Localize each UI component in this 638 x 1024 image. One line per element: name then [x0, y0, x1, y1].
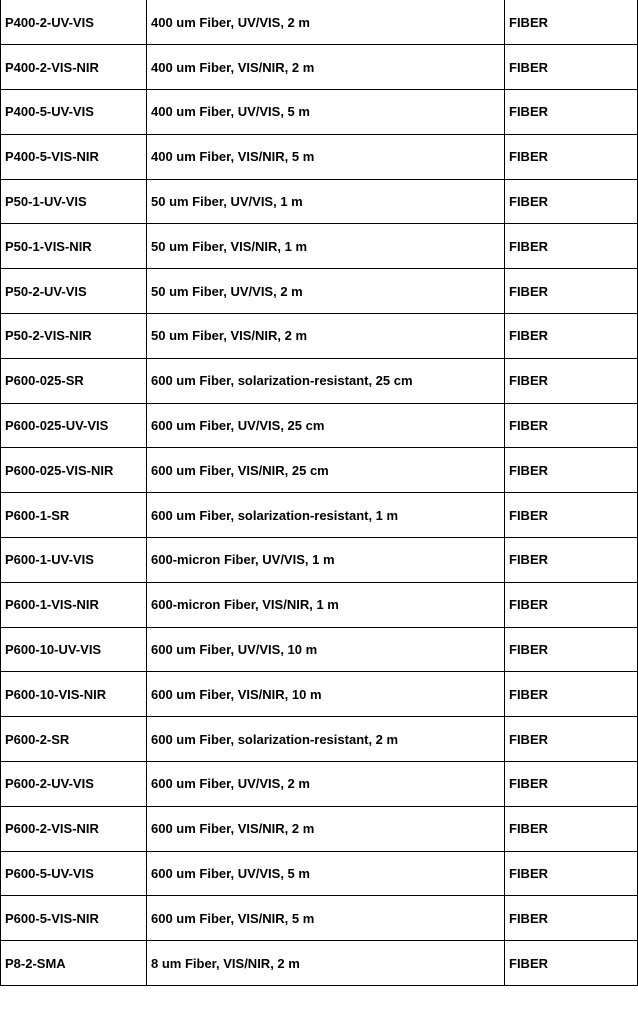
part-number-cell: P600-1-VIS-NIR — [1, 582, 147, 627]
table-row — [1, 45, 638, 90]
category-cell: FIBER — [505, 762, 638, 807]
category-cell: FIBER — [505, 403, 638, 448]
description-cell: 600-micron Fiber, VIS/NIR, 1 m — [147, 582, 505, 627]
part-number-cell: P50-2-UV-VIS — [1, 269, 147, 314]
part-number-cell: P600-5-VIS-NIR — [1, 896, 147, 941]
description-cell: 600 um Fiber, UV/VIS, 5 m — [147, 851, 505, 896]
category-cell: FIBER — [505, 538, 638, 583]
table-row — [1, 403, 638, 448]
category-cell: FIBER — [505, 896, 638, 941]
description-cell: 600 um Fiber, VIS/NIR, 2 m — [147, 806, 505, 851]
table-row — [1, 672, 638, 717]
description-cell: 400 um Fiber, UV/VIS, 2 m — [147, 0, 505, 45]
part-number-cell: P50-1-VIS-NIR — [1, 224, 147, 269]
table-row — [1, 269, 638, 314]
table-row — [1, 179, 638, 224]
part-number-cell: P600-025-VIS-NIR — [1, 448, 147, 493]
table-row — [1, 717, 638, 762]
category-cell: FIBER — [505, 134, 638, 179]
category-cell: FIBER — [505, 582, 638, 627]
description-cell: 600-micron Fiber, UV/VIS, 1 m — [147, 538, 505, 583]
part-number-cell: P600-025-UV-VIS — [1, 403, 147, 448]
description-cell: 50 um Fiber, VIS/NIR, 2 m — [147, 314, 505, 359]
part-number-cell: P600-2-UV-VIS — [1, 762, 147, 807]
part-number-cell: P600-1-SR — [1, 493, 147, 538]
part-number-cell: P50-2-VIS-NIR — [1, 314, 147, 359]
table-row — [1, 134, 638, 179]
category-cell: FIBER — [505, 45, 638, 90]
part-number-cell: P600-025-SR — [1, 358, 147, 403]
category-cell: FIBER — [505, 0, 638, 45]
table-row — [1, 941, 638, 986]
description-cell: 600 um Fiber, solarization-resistant, 2 m — [147, 717, 505, 762]
description-cell: 600 um Fiber, VIS/NIR, 5 m — [147, 896, 505, 941]
part-number-cell: P600-10-UV-VIS — [1, 627, 147, 672]
part-number-cell: P400-2-VIS-NIR — [1, 45, 147, 90]
table-row — [1, 224, 638, 269]
description-cell: 50 um Fiber, UV/VIS, 1 m — [147, 179, 505, 224]
table-body — [1, 0, 638, 986]
category-cell: FIBER — [505, 672, 638, 717]
category-cell: FIBER — [505, 627, 638, 672]
table-row — [1, 627, 638, 672]
table-row — [1, 896, 638, 941]
description-cell: 600 um Fiber, VIS/NIR, 10 m — [147, 672, 505, 717]
category-cell: FIBER — [505, 358, 638, 403]
description-cell: 8 um Fiber, VIS/NIR, 2 m — [147, 941, 505, 986]
description-cell: 600 um Fiber, solarization-resistant, 25 cm — [147, 358, 505, 403]
description-cell: 400 um Fiber, VIS/NIR, 2 m — [147, 45, 505, 90]
table-row — [1, 806, 638, 851]
part-number-cell: P400-5-VIS-NIR — [1, 134, 147, 179]
category-cell: FIBER — [505, 493, 638, 538]
description-cell: 600 um Fiber, UV/VIS, 10 m — [147, 627, 505, 672]
description-cell: 50 um Fiber, VIS/NIR, 1 m — [147, 224, 505, 269]
table-row — [1, 448, 638, 493]
table-row — [1, 538, 638, 583]
description-cell: 400 um Fiber, VIS/NIR, 5 m — [147, 134, 505, 179]
description-cell: 400 um Fiber, UV/VIS, 5 m — [147, 90, 505, 135]
table-row — [1, 493, 638, 538]
description-cell: 600 um Fiber, UV/VIS, 25 cm — [147, 403, 505, 448]
category-cell: FIBER — [505, 806, 638, 851]
category-cell: FIBER — [505, 314, 638, 359]
part-number-cell: P600-2-SR — [1, 717, 147, 762]
category-cell: FIBER — [505, 269, 638, 314]
table-row — [1, 0, 638, 45]
part-number-cell: P600-2-VIS-NIR — [1, 806, 147, 851]
part-number-cell: P400-5-UV-VIS — [1, 90, 147, 135]
description-cell: 600 um Fiber, solarization-resistant, 1 m — [147, 493, 505, 538]
description-cell: 600 um Fiber, VIS/NIR, 25 cm — [147, 448, 505, 493]
part-number-cell: P600-5-UV-VIS — [1, 851, 147, 896]
part-number-cell: P600-10-VIS-NIR — [1, 672, 147, 717]
table-row — [1, 582, 638, 627]
part-number-cell: P600-1-UV-VIS — [1, 538, 147, 583]
category-cell: FIBER — [505, 179, 638, 224]
table-row — [1, 358, 638, 403]
description-cell: 600 um Fiber, UV/VIS, 2 m — [147, 762, 505, 807]
category-cell: FIBER — [505, 851, 638, 896]
table-row — [1, 90, 638, 135]
part-number-cell: P50-1-UV-VIS — [1, 179, 147, 224]
category-cell: FIBER — [505, 448, 638, 493]
table-row — [1, 762, 638, 807]
part-number-cell: P8-2-SMA — [1, 941, 147, 986]
category-cell: FIBER — [505, 224, 638, 269]
description-cell: 50 um Fiber, UV/VIS, 2 m — [147, 269, 505, 314]
category-cell: FIBER — [505, 717, 638, 762]
table-row — [1, 314, 638, 359]
part-number-cell: P400-2-UV-VIS — [1, 0, 147, 45]
table-row — [1, 851, 638, 896]
category-cell: FIBER — [505, 90, 638, 135]
category-cell: FIBER — [505, 941, 638, 986]
